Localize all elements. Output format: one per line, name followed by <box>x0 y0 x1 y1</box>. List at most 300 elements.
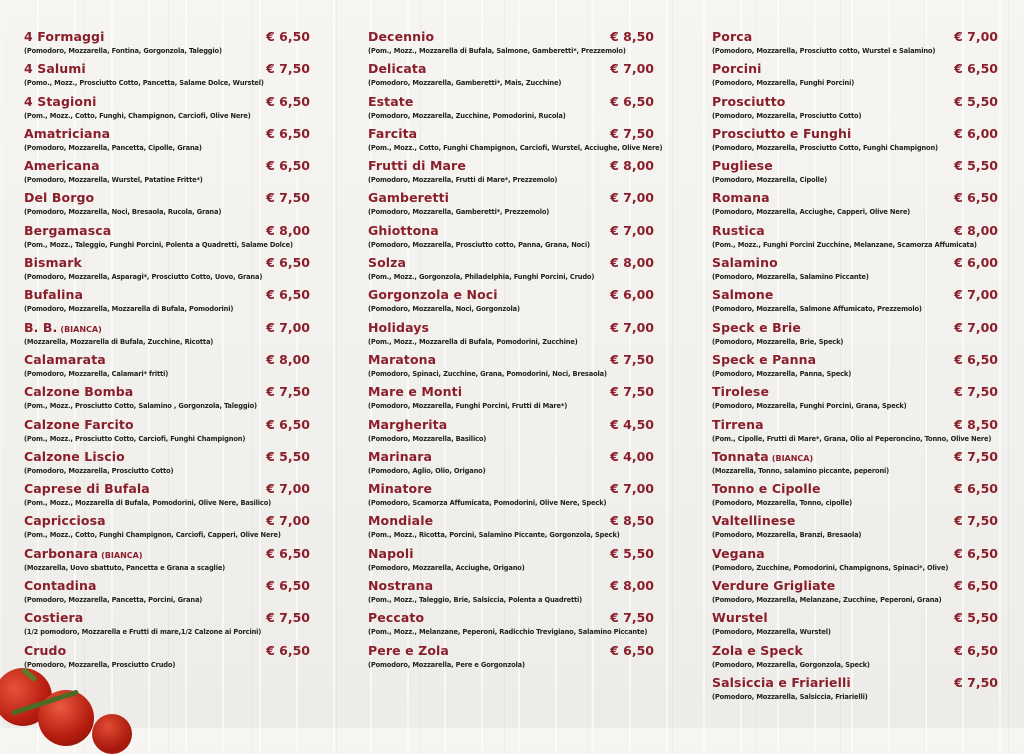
pizza-name: Frutti di Mare <box>368 158 466 174</box>
pizza-ingredients: (Pomodoro, Mozzarella, Zucchine, Pomodorini, Rucola) <box>368 110 566 120</box>
menu-item-header <box>712 187 998 206</box>
menu-item <box>368 26 654 58</box>
pizza-price: € 6,50 <box>954 481 998 497</box>
menu-item-title <box>712 91 786 110</box>
menu-item <box>368 381 654 413</box>
pizza-ingredients: (Pomodoro, Mozzarella, Branzi, Bresaola) <box>712 530 862 540</box>
pizza-price: € 7,00 <box>954 319 998 335</box>
pizza-name: Vegana <box>712 545 765 561</box>
pizza-name: Calzone Bomba <box>24 384 134 400</box>
menu-item-title <box>368 607 424 626</box>
menu-item <box>712 575 998 607</box>
menu-item-title <box>712 640 803 659</box>
pizza-price: € 4,00 <box>610 448 654 464</box>
pizza-ingredients: (Pomodoro, Aglio, Olio, Origano) <box>368 465 486 475</box>
menu-item-title <box>712 510 796 529</box>
pizza-price: € 8,00 <box>610 158 654 174</box>
menu-item <box>712 349 998 381</box>
menu-item <box>24 640 310 672</box>
pizza-price: € 7,00 <box>610 319 654 335</box>
menu-item-title <box>24 284 83 303</box>
menu-item <box>712 510 998 542</box>
pizza-tag: (BIANCA) <box>101 550 143 560</box>
menu-item-title <box>712 123 851 142</box>
pizza-price: € 5,50 <box>954 610 998 626</box>
pizza-ingredients: (Pom., Mozz., Gorgonzola, Philadelphia, Funghi Porcini, Crudo) <box>368 272 595 282</box>
menu-item-title <box>712 381 769 400</box>
pizza-price: € 7,50 <box>610 384 654 400</box>
pizza-name: Tirolese <box>712 384 770 400</box>
menu-item-title <box>712 349 816 368</box>
pizza-name: Holidays <box>368 319 430 335</box>
pizza-tag: (BIANCA) <box>60 324 102 334</box>
pizza-price: € 8,00 <box>610 578 654 594</box>
pizza-ingredients: (Pomodoro, Zucchine, Pomodorini, Champignons, Spinaci*, Olive) <box>712 562 949 572</box>
menu-item-header <box>24 58 310 77</box>
menu-item-title <box>24 58 86 77</box>
pizza-ingredients: (Pomodoro, Mozzarella, Melanzane, Zucchine, Peperoni, Grana) <box>712 595 942 605</box>
menu-item <box>712 220 998 252</box>
menu-item <box>712 607 998 639</box>
menu-item-header <box>712 414 998 433</box>
pizza-ingredients: (Mozzarella, Uovo sbattuto, Pancetta e Grana a scaglie) <box>24 562 226 572</box>
menu-item <box>368 349 654 381</box>
menu-item <box>24 123 310 155</box>
pizza-name: Bufalina <box>24 287 84 303</box>
menu-item <box>368 252 654 284</box>
pizza-ingredients: (Pomodoro, Mozzarella, Salamino Piccante) <box>712 272 869 282</box>
menu-item-title <box>24 414 134 433</box>
pizza-price: € 7,50 <box>266 610 310 626</box>
pizza-name: Ghiottona <box>368 222 439 238</box>
menu-item <box>712 91 998 123</box>
pizza-name: Gamberetti <box>368 190 450 206</box>
pizza-price: € 6,50 <box>266 93 310 109</box>
menu-item-title <box>712 575 835 594</box>
menu-item <box>368 510 654 542</box>
menu-item <box>24 58 310 90</box>
menu-item-header <box>368 187 654 206</box>
menu-item-title <box>24 26 104 45</box>
pizza-name: Calamarata <box>24 351 106 367</box>
pizza-price: € 7,50 <box>954 448 998 464</box>
menu-item-header <box>712 220 998 239</box>
pizza-ingredients: (Pomodoro, Mozzarella, Basilico) <box>368 433 487 443</box>
menu-item-title <box>24 317 102 336</box>
menu-item <box>712 26 998 58</box>
pizza-price: € 7,50 <box>266 384 310 400</box>
menu-item-header <box>24 252 310 271</box>
pizza-ingredients: (Pom., Mozz., Ricotta, Porcini, Salamino Piccante, Gorgonzola, Speck) <box>368 530 620 540</box>
menu-item-title <box>24 91 96 110</box>
menu-item <box>712 381 998 413</box>
menu-item-header <box>24 284 310 303</box>
pizza-price: € 7,50 <box>610 125 654 141</box>
menu-item <box>368 91 654 123</box>
pizza-ingredients: (Pomodoro, Mozzarella, Prosciutto cotto, Wurstel e Salamino) <box>712 46 936 55</box>
menu-item-header <box>712 575 998 594</box>
pizza-ingredients: (Pomodoro, Mozzarella, Gamberetti*, Prezzemolo) <box>368 207 550 217</box>
menu-item <box>24 543 310 575</box>
pizza-name: Verdure Grigliate <box>712 578 836 594</box>
pizza-ingredients: (Pomodoro, Spinaci, Zucchine, Grana, Pomodorini, Noci, Bresaola) <box>368 368 607 378</box>
pizza-ingredients: (Pomodoro, Mozzarella, Salmone Affumicato, Prezzemolo) <box>712 304 922 314</box>
menu-item-title <box>24 155 100 174</box>
pizza-name: Calzone Liscio <box>24 448 125 464</box>
pizza-name: Delicata <box>368 61 427 77</box>
pizza-ingredients: (Pomodoro, Scamorza Affumicata, Pomodorini, Olive Nere, Speck) <box>368 498 607 508</box>
menu-item <box>24 317 310 349</box>
pizza-name: Farcita <box>368 125 418 141</box>
pizza-price: € 7,00 <box>266 481 310 497</box>
menu-item-header <box>712 446 998 465</box>
pizza-ingredients: (Pomodoro, Mozzarella, Pancetta, Porcini, Grana) <box>24 595 203 605</box>
menu-item-title <box>24 575 97 594</box>
menu-column-1 <box>24 26 310 672</box>
menu-item-header <box>368 543 654 562</box>
menu-item <box>368 543 654 575</box>
menu-item-title <box>368 123 417 142</box>
menu-item-title <box>368 155 466 174</box>
menu-item-header <box>712 284 998 303</box>
pizza-ingredients: (Pomodoro, Mozzarella, Panna, Speck) <box>712 368 852 378</box>
pizza-name: Speck e Panna <box>712 351 817 367</box>
menu-item <box>368 414 654 446</box>
pizza-price: € 6,50 <box>954 578 998 594</box>
menu-item <box>712 446 998 478</box>
pizza-ingredients: (Pomodoro, Mozzarella, Wurstel) <box>712 627 831 637</box>
pizza-price: € 5,50 <box>954 158 998 174</box>
pizza-name: Valtellinese <box>712 513 796 529</box>
pizza-ingredients: (Pom., Mozz., Cotto, Funghi Champignon, Carciofi, Wurstel, Acciughe, Olive Nere) <box>368 142 663 152</box>
pizza-name: B. B. <box>24 319 58 335</box>
menu-item-header <box>24 123 310 142</box>
pizza-ingredients: (Pomodoro, Mozzarella, Prosciutto Crudo) <box>24 659 176 669</box>
menu-item <box>368 640 654 672</box>
menu-item <box>712 252 998 284</box>
pizza-price: € 5,50 <box>266 448 310 464</box>
menu-item-header <box>368 26 654 45</box>
pizza-name: Tirrena <box>712 416 764 432</box>
menu-item-header <box>712 543 998 562</box>
menu-item-header <box>24 91 310 110</box>
pizza-name: Gorgonzola e Noci <box>368 287 498 303</box>
pizza-ingredients: (Pomodoro, Mozzarella, Prosciutto Cotto) <box>24 465 174 475</box>
pizza-ingredients: (Pom., Mozz., Taleggio, Funghi Porcini, Polenta a Quadretti, Salame Dolce) <box>24 239 293 249</box>
pizza-ingredients: (Pomodoro, Mozzarella, Prosciutto Cotto, Funghi Champignon) <box>712 142 938 152</box>
menu-item-title <box>712 284 773 303</box>
pizza-name: Wurstel <box>712 610 768 626</box>
menu-item <box>368 284 654 316</box>
pizza-name: Carbonara <box>24 545 99 561</box>
pizza-price: € 6,00 <box>954 125 998 141</box>
pizza-price: € 5,50 <box>954 93 998 109</box>
pizza-name: Solza <box>368 255 407 271</box>
menu-item <box>368 187 654 219</box>
pizza-name: Nostrana <box>368 578 434 594</box>
menu-item-title <box>368 414 447 433</box>
pizza-price: € 8,50 <box>954 416 998 432</box>
menu-item-title <box>712 187 770 206</box>
menu-item-header <box>24 607 310 626</box>
pizza-ingredients: (Pomodoro, Mozzarella, Funghi Porcini, Grana, Speck) <box>712 401 907 411</box>
menu-item-header <box>368 349 654 368</box>
pizza-price: € 6,50 <box>266 29 310 44</box>
pizza-price: € 7,00 <box>610 190 654 206</box>
menu-item <box>368 58 654 90</box>
pizza-price: € 7,50 <box>954 674 998 690</box>
pizza-price: € 6,50 <box>954 61 998 77</box>
menu-item <box>24 26 310 58</box>
menu-item-header <box>368 510 654 529</box>
pizza-name: Romana <box>712 190 770 206</box>
menu-item-title <box>368 381 462 400</box>
pizza-price: € 6,50 <box>954 190 998 206</box>
menu-item-title <box>24 640 66 659</box>
menu-item <box>712 640 998 672</box>
menu-item-header <box>24 640 310 659</box>
menu-item-title <box>368 220 439 239</box>
menu-item <box>24 414 310 446</box>
menu-item-header <box>24 575 310 594</box>
menu-item <box>24 575 310 607</box>
menu-item-header <box>368 155 654 174</box>
pizza-price: € 8,50 <box>610 29 654 44</box>
menu-column-3 <box>712 26 998 704</box>
menu-item-header <box>368 123 654 142</box>
menu-item <box>368 220 654 252</box>
menu-item-title <box>368 26 434 45</box>
pizza-name: Salamino <box>712 255 778 271</box>
menu-item-title <box>24 187 94 206</box>
menu-item <box>712 155 998 187</box>
pizza-name: Crudo <box>24 642 67 658</box>
pizza-ingredients: (Pom., Mozz., Mozzarella di Bufala, Pomodorini, Olive Nere, Basilico) <box>24 498 272 508</box>
pizza-ingredients: (Pom., Mozz., Funghi Porcini Zucchine, Melanzane, Scamorza Affumicata) <box>712 239 977 249</box>
pizza-ingredients: (Pomodoro, Mozzarella, Pere e Gorgonzola) <box>368 659 525 669</box>
pizza-name: Calzone Farcito <box>24 416 134 432</box>
pizza-price: € 6,50 <box>954 545 998 561</box>
menu-item <box>24 478 310 510</box>
pizza-name: Prosciutto e Funghi <box>712 125 852 141</box>
pizza-name: Bergamasca <box>24 222 112 238</box>
menu-item-header <box>368 414 654 433</box>
pizza-price: € 7,50 <box>610 351 654 367</box>
menu-item-title <box>712 543 765 562</box>
pizza-name: Bismark <box>24 255 82 271</box>
pizza-ingredients: (Pomodoro, Mozzarella, Wurstel, Patatine Fritte*) <box>24 175 203 185</box>
pizza-ingredients: (Pomodoro, Mozzarella, Noci, Gorgonzola) <box>368 304 520 314</box>
menu-item-header <box>24 187 310 206</box>
menu-item-title <box>368 317 429 336</box>
menu-column-2 <box>368 26 663 672</box>
pizza-ingredients: (Pomodoro, Mozzarella, Tonno, cipolle) <box>712 498 853 508</box>
menu-item <box>24 446 310 478</box>
menu-item <box>24 381 310 413</box>
pizza-ingredients: (Pom., Mozz., Mozzarella di Bufala, Pomodorini, Zucchine) <box>368 336 578 346</box>
pizza-ingredients: (Pom., Cipolle, Frutti di Mare*, Grana, Olio al Peperoncino, Tonno, Olive Nere) <box>712 433 992 443</box>
pizza-price: € 6,50 <box>266 125 310 141</box>
menu-item-title <box>368 252 406 271</box>
menu-item <box>368 155 654 187</box>
menu-item-header <box>712 317 998 336</box>
menu-item-header <box>24 414 310 433</box>
menu-item-title <box>368 543 414 562</box>
menu-item-header <box>368 91 654 110</box>
pizza-name: Marinara <box>368 448 433 464</box>
menu-item-header <box>368 607 654 626</box>
pizza-name: Pere e Zola <box>368 642 449 658</box>
menu-item-header <box>24 349 310 368</box>
menu-item-title <box>368 575 433 594</box>
menu-item <box>368 607 654 639</box>
pizza-ingredients: (Pomodoro, Mozzarella, Funghi Porcini) <box>712 78 855 88</box>
pizza-price: € 8,00 <box>266 351 310 367</box>
menu-item <box>24 607 310 639</box>
menu-item <box>712 317 998 349</box>
pizza-name: Amatriciana <box>24 125 111 141</box>
pizza-name: Rustica <box>712 222 765 238</box>
pizza-ingredients: (Pomodoro, Mozzarella, Cipolle) <box>712 175 828 185</box>
menu-item-title <box>712 446 813 465</box>
pizza-name: Mare e Monti <box>368 384 463 400</box>
menu-item-header <box>24 510 310 529</box>
menu-item-header <box>24 155 310 174</box>
pizza-price: € 8,50 <box>610 513 654 529</box>
pizza-ingredients: (Pomodoro, Mozzarella, Fontina, Gorgonzola, Taleggio) <box>24 46 222 55</box>
menu-item <box>24 220 310 252</box>
menu-item <box>24 155 310 187</box>
menu-item-header <box>712 510 998 529</box>
menu-item <box>368 446 654 478</box>
pizza-name: Del Borgo <box>24 190 95 206</box>
pizza-name: Maratona <box>368 351 437 367</box>
menu-item-title <box>368 446 432 465</box>
menu-item-header <box>712 58 998 77</box>
pizza-price: € 6,00 <box>954 255 998 271</box>
pizza-price: € 6,50 <box>610 93 654 109</box>
menu-item <box>368 478 654 510</box>
pizza-ingredients: (Pomodoro, Mozzarella, Mozzarella di Bufala, Pomodorini) <box>24 304 234 314</box>
pizza-price: € 7,00 <box>266 319 310 335</box>
menu-item-title <box>368 478 432 497</box>
pizza-ingredients: (Pomodoro, Mozzarella, Gorgonzola, Speck) <box>712 659 870 669</box>
menu-item-title <box>712 317 801 336</box>
menu-item-header <box>368 478 654 497</box>
pizza-ingredients: (Pom., Mozz., Prosciutto Cotto, Carciofi, Funghi Champignon) <box>24 433 246 443</box>
pizza-price: € 6,50 <box>266 416 310 432</box>
menu-item-header <box>368 446 654 465</box>
menu-item <box>24 510 310 542</box>
menu-item-title <box>712 220 765 239</box>
menu-item-header <box>368 381 654 400</box>
pizza-ingredients: (Pomodoro, Mozzarella, Pancetta, Cipolle, Grana) <box>24 142 202 152</box>
menu-item <box>712 58 998 90</box>
pizza-ingredients: (Pomodoro, Mozzarella, Gamberetti*, Mais, Zucchine) <box>368 78 562 88</box>
menu-item-title <box>24 123 110 142</box>
pizza-price: € 7,00 <box>266 513 310 529</box>
menu-item-header <box>24 543 310 562</box>
menu-item <box>368 123 663 155</box>
menu-item-header <box>368 58 654 77</box>
pizza-price: € 8,00 <box>610 255 654 271</box>
pizza-ingredients: (Pomodoro, Mozzarella, Asparagi*, Prosciutto Cotto, Uovo, Grana) <box>24 272 263 282</box>
menu-item-title <box>712 478 821 497</box>
menu-item-title <box>24 510 106 529</box>
pizza-name: 4 Formaggi <box>24 29 105 44</box>
pizza-price: € 7,00 <box>610 222 654 238</box>
menu-item-header <box>368 252 654 271</box>
menu-item-title <box>712 58 762 77</box>
menu-item-header <box>368 220 654 239</box>
pizza-name: Minatore <box>368 481 433 497</box>
pizza-name: Salsiccia e Friarielli <box>712 674 851 690</box>
menu-item-title <box>24 252 82 271</box>
pizza-name: Mondiale <box>368 513 434 529</box>
menu-item <box>24 349 310 381</box>
pizza-name: Speck e Brie <box>712 319 801 335</box>
pizza-name: Tonnata <box>712 448 769 464</box>
menu-item-header <box>712 26 998 45</box>
pizza-name: 4 Stagioni <box>24 93 97 109</box>
pizza-price: € 7,00 <box>610 61 654 77</box>
pizza-name: Costiera <box>24 610 84 626</box>
pizza-ingredients: (Pom., Mozz., Prosciutto Cotto, Salamino , Gorgonzola, Taleggio) <box>24 401 257 411</box>
menu-item-header <box>24 381 310 400</box>
pizza-price: € 7,00 <box>954 287 998 303</box>
menu-item-header <box>24 446 310 465</box>
pizza-price: € 6,50 <box>266 642 310 658</box>
pizza-price: € 7,50 <box>954 384 998 400</box>
pizza-ingredients: (Pomodoro, Mozzarella, Calamari* fritti) <box>24 368 169 378</box>
pizza-price: € 4,50 <box>610 416 654 432</box>
menu-item-header <box>24 220 310 239</box>
pizza-ingredients: (1/2 pomodoro, Mozzarella e Frutti di mare,1/2 Calzone ai Porcini) <box>24 627 262 637</box>
menu-item <box>712 123 998 155</box>
pizza-name: Porcini <box>712 61 762 77</box>
menu-item <box>712 187 998 219</box>
menu-item-title <box>368 58 426 77</box>
pizza-ingredients: (Mozzarella, Tonno, salamino piccante, peperoni) <box>712 465 890 475</box>
menu-item-title <box>712 414 764 433</box>
pizza-name: Margherita <box>368 416 448 432</box>
menu-item <box>24 91 310 123</box>
pizza-name: Americana <box>24 158 100 174</box>
menu-item-header <box>368 284 654 303</box>
menu-item <box>24 252 310 284</box>
menu-item-title <box>712 607 768 626</box>
pizza-price: € 8,00 <box>954 222 998 238</box>
menu-item-header <box>712 91 998 110</box>
pizza-name: 4 Salumi <box>24 61 86 77</box>
pizza-price: € 7,50 <box>266 61 310 77</box>
pizza-ingredients: (Pomodoro, Mozzarella, Salsiccia, Friarielli) <box>712 691 868 701</box>
menu-item-title <box>24 349 106 368</box>
pizza-ingredients: (Pomodoro, Mozzarella, Prosciutto Cotto) <box>712 110 862 120</box>
pizza-name: Napoli <box>368 545 414 561</box>
pizza-ingredients: (Pom., Mozz., Cotto, Funghi, Champignon, Carciofi, Olive Nere) <box>24 110 251 120</box>
pizza-ingredients: (Pomodoro, Mozzarella, Funghi Porcini, Frutti di Mare*) <box>368 401 568 411</box>
menu-item <box>712 543 998 575</box>
menu-item-title <box>368 349 436 368</box>
menu-item-title <box>712 26 752 45</box>
menu-item-header <box>368 317 654 336</box>
menu-item-header <box>24 478 310 497</box>
menu-item-title <box>24 220 111 239</box>
pizza-ingredients: (Pom., Mozz., Taleggio, Brie, Salsiccia, Polenta a Quadretti) <box>368 595 583 605</box>
menu-item-title <box>368 91 413 110</box>
menu-item <box>24 187 310 219</box>
